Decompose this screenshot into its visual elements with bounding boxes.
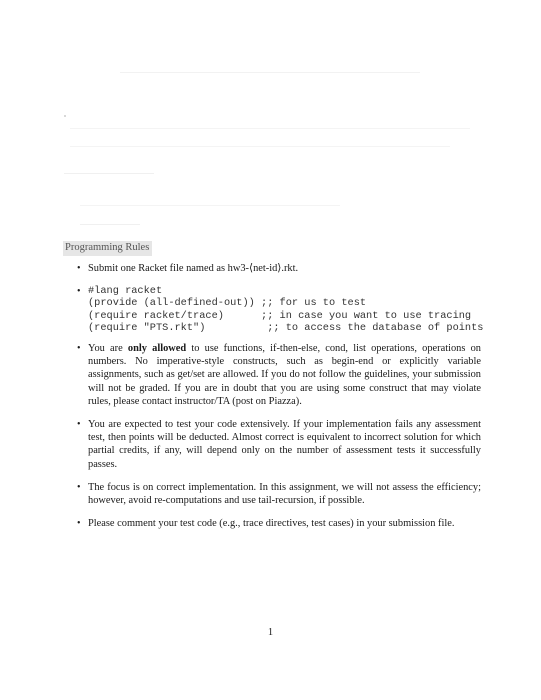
faint-text-remnant [70,146,450,147]
faint-text-remnant [80,205,340,206]
section-heading-programming-rules: Programming Rules [63,241,152,256]
bullet-icon: • [77,286,81,298]
bullet-icon: • [77,481,81,493]
code-line: #lang racket [88,285,163,298]
rule-text: Please comment your test code (e.g., trace directives, test cases) in your submission file. [88,518,455,530]
rule-text: The focus is on correct implementation. In this assignment, we will not assess the efficiency; however, avoid re-computations and use tail-recursion, if possible. [88,481,481,507]
rule-item-correctness [63,481,481,507]
code-line: (require racket/trace) ;; in case you want to use tracing [88,309,472,322]
rule-text: You are expected to test your code extensively. If your implementation fails any assessment test, then points will be deducted. Almost correct is equivalent to incorrect solution for which partial credits, if any, will depend only on the number of assessment tests it successfully passes. [88,419,481,470]
faint-text-remnant [64,173,154,174]
rule-text-emphasis: only allowed [127,343,187,355]
rule-text-lead: You are [88,343,128,355]
rule-item-code-header [63,285,484,334]
faint-mark [64,115,66,117]
page-number: 1 [267,627,274,638]
code-line: (require "PTS.rkt") ;; to access the database of points [88,321,484,334]
rules-list [63,262,484,530]
rule-item-allowed-constructs [63,342,481,408]
code-line: (provide (all-defined-out)) ;; for us to test [88,297,367,310]
faint-title-remnant [120,72,420,73]
faint-text-remnant [80,224,140,225]
rule-text-rest: to use functions, if-then-else, cond, list operations, operations on numbers. No imperative-style constructs, such as begin-end or explicitly variable assignments, such as get/set are allowed. If you do not follow the guidelines, your submission will not be graded. If you are in doubt that you are using some construct that may violate rules, please contact instructor/TA (post on Piazza). [88,343,481,407]
code-block [88,285,484,334]
bullet-icon: • [77,518,81,530]
bullet-icon: • [77,419,81,431]
rule-item-comments [63,517,481,530]
bullet-icon: • [77,343,81,355]
rule-item-testing [63,418,481,471]
rule-text: Submit one Racket file named as hw3-⟨net-id⟩.rkt. [88,263,299,274]
faint-text-remnant [70,128,470,129]
bullet-icon: • [77,263,81,274]
rule-item-submit-file [63,262,481,275]
